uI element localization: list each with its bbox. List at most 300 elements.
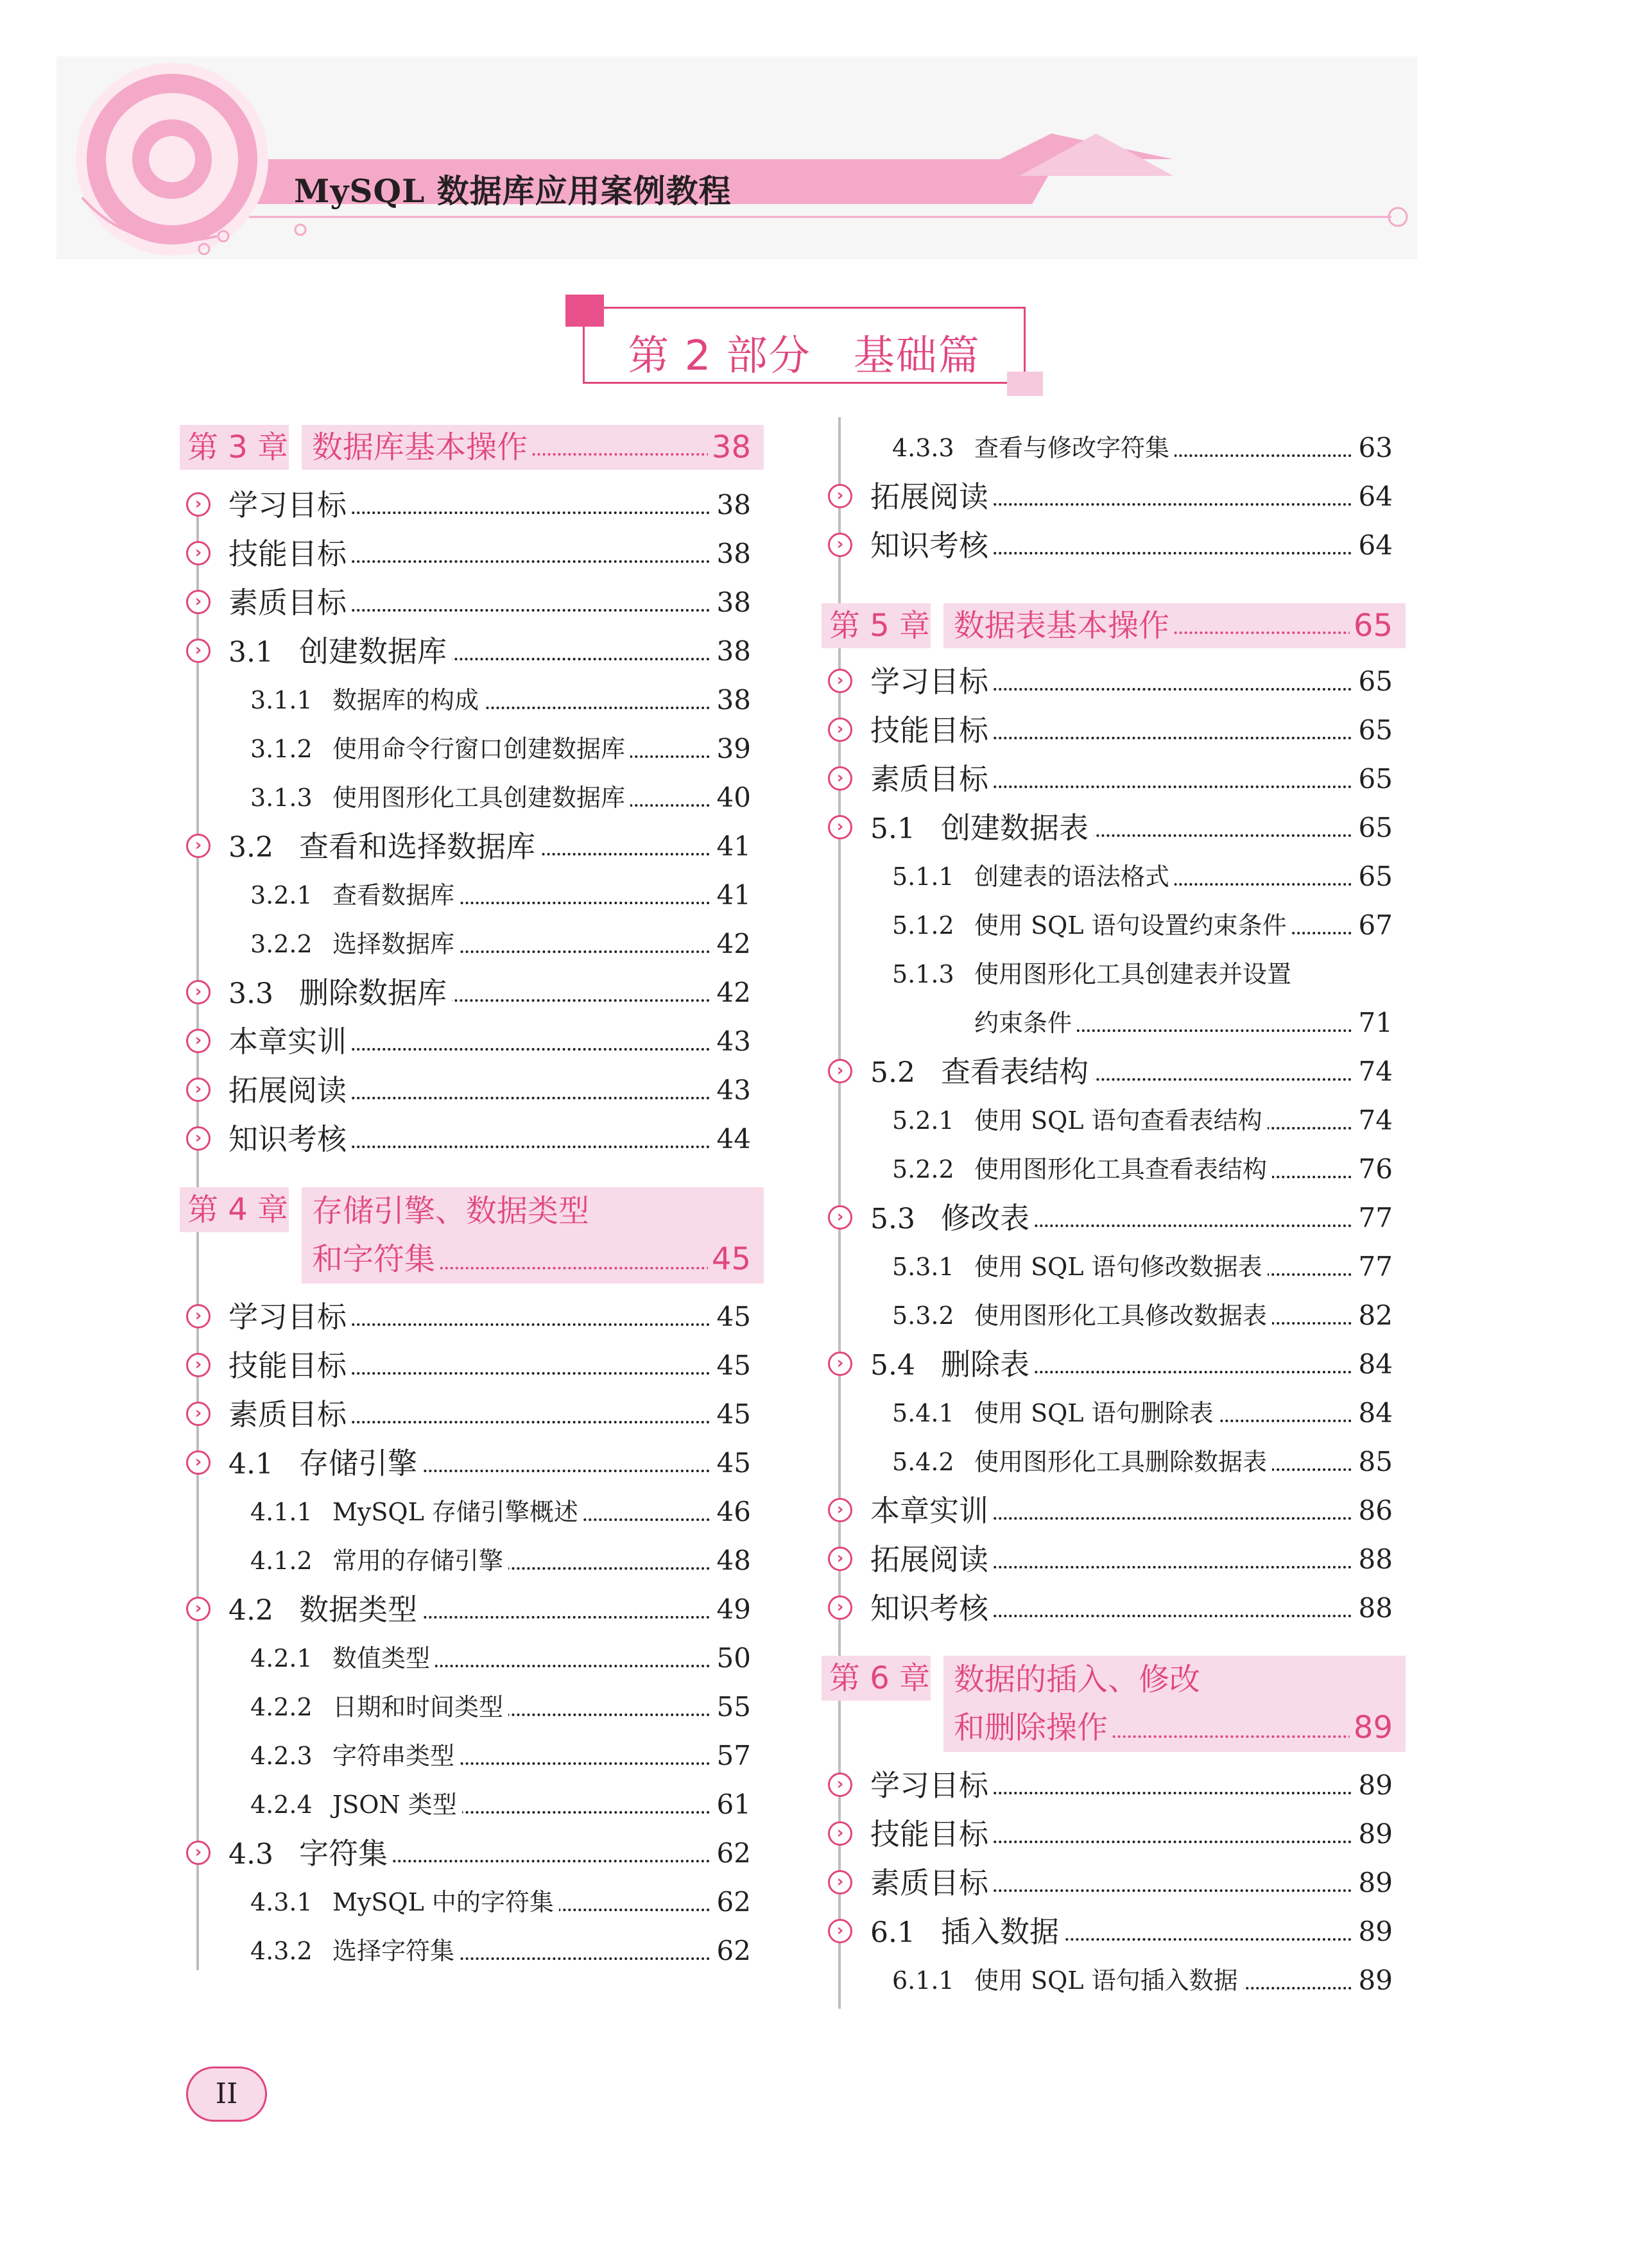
toc-entry — [828, 1490, 1393, 1531]
page-ref: 65 — [1354, 856, 1393, 897]
section-number: 3.2.2 — [250, 930, 313, 958]
section-title: 使用图形化工具修改数据表 — [974, 1302, 1268, 1330]
page-ref: 38 — [712, 533, 751, 574]
chevron-circle-icon: › — [186, 1126, 211, 1151]
page-ref: 71 — [1354, 1002, 1393, 1044]
section-number: 3.3 — [228, 977, 273, 1010]
toc-entry-label — [892, 954, 1296, 995]
page-ref: 77 — [1354, 1198, 1393, 1239]
section-title: 素质目标 — [228, 1397, 347, 1432]
chapter-title-line-1: 存储引擎、数据类型 — [312, 1193, 590, 1229]
chevron-circle-icon: › — [828, 1595, 852, 1620]
toc-entry-label — [228, 1021, 352, 1062]
section-title: 素质目标 — [228, 585, 347, 620]
chapter-number: 第 5 章 — [822, 603, 931, 648]
section-title: 使用 SQL 语句插入数据 — [974, 1966, 1238, 1995]
section-title: 选择字符集 — [332, 1937, 455, 1965]
page-ref: 63 — [1354, 427, 1393, 468]
chevron-circle-icon: › — [186, 1402, 211, 1426]
section-number: 4.3.2 — [250, 1937, 313, 1965]
chevron-circle-icon: › — [186, 1597, 211, 1621]
toc-entry-label — [870, 1198, 1035, 1240]
chapter-title-line-2 — [954, 1704, 1393, 1752]
section-title: 使用命令行窗口创建数据库 — [332, 735, 626, 763]
page-ref: 89 — [1354, 1960, 1393, 2001]
section-title: 插入数据 — [941, 1914, 1059, 1949]
section-title: 创建数据库 — [299, 634, 447, 669]
section-title: 选择数据库 — [332, 930, 455, 958]
toc-entry — [186, 972, 751, 1013]
page-ref: 38 — [712, 680, 751, 721]
section-title: 数据类型 — [299, 1592, 417, 1627]
toc-entry-label — [250, 924, 460, 965]
chevron-circle-icon: › — [186, 980, 211, 1004]
page-ref: 50 — [712, 1638, 751, 1679]
toc-entry-label — [250, 1735, 460, 1776]
section-title: 数值类型 — [332, 1644, 431, 1672]
page-ref: 41 — [712, 826, 751, 867]
chapter-title: 和字符集 — [312, 1241, 439, 1277]
page-ref: 55 — [712, 1687, 751, 1728]
toc-entry — [828, 759, 1393, 800]
corner-square-top — [565, 295, 604, 327]
chevron-circle-icon: › — [828, 1498, 852, 1522]
section-title: MySQL 存储引擎概述 — [332, 1498, 578, 1526]
section-title: 创建表的语法格式 — [974, 863, 1170, 891]
page-ref: 77 — [1354, 1246, 1393, 1287]
chapter-6-header — [822, 1656, 1406, 1752]
chapter-title-box — [943, 603, 1406, 648]
toc-entry-label — [870, 1344, 1035, 1386]
toc-entry-label — [228, 1589, 422, 1631]
toc-entry-label — [250, 1638, 435, 1679]
page-ref: 38 — [712, 485, 751, 526]
chevron-circle-icon: › — [828, 533, 852, 557]
section-number: 4.2 — [228, 1594, 273, 1627]
section-title: 技能目标 — [870, 713, 988, 748]
chevron-circle-icon: › — [186, 1078, 211, 1102]
toc-entry — [186, 826, 751, 867]
toc-entry-label — [228, 533, 352, 574]
section-title: 查看和选择数据库 — [299, 829, 535, 864]
toc-entry — [186, 1119, 751, 1160]
section-number: 5.1.3 — [892, 960, 954, 988]
page-ref: 85 — [1354, 1441, 1393, 1482]
chapter-title-line — [954, 603, 1393, 648]
section-title: 日期和时间类型 — [332, 1693, 504, 1721]
section-title: 技能目标 — [870, 1817, 988, 1851]
chevron-circle-icon: › — [828, 1821, 852, 1846]
section-number: 3.1.2 — [250, 735, 313, 763]
toc-entry — [186, 1443, 751, 1484]
chevron-circle-icon: › — [828, 484, 852, 508]
toc-entry — [186, 1735, 751, 1776]
toc-entry — [828, 1051, 1393, 1092]
section-number: 4.2.4 — [250, 1791, 313, 1819]
toc-entry-label — [228, 631, 452, 673]
chevron-circle-icon: › — [828, 1870, 852, 1894]
chapter-page: 45 — [708, 1235, 751, 1284]
part-title: 第 2 部分 基础篇 — [628, 332, 981, 380]
chevron-circle-icon: › — [186, 1304, 211, 1328]
section-number: 5.2.1 — [892, 1106, 954, 1135]
toc-entry — [186, 1021, 751, 1062]
section-number: 3.2.1 — [250, 881, 313, 909]
toc-entry — [828, 1344, 1393, 1385]
page-ref: 45 — [712, 1394, 751, 1435]
toc-entry — [186, 1930, 751, 1972]
toc-left-column — [180, 417, 764, 1989]
toc-entry — [828, 1393, 1393, 1434]
section-title: 删除数据库 — [299, 975, 447, 1010]
toc-entry — [828, 1100, 1393, 1141]
section-title: 字符串类型 — [332, 1742, 455, 1770]
chevron-circle-icon: › — [828, 669, 852, 693]
page-ref: 65 — [1354, 661, 1393, 702]
page-ref: 41 — [712, 875, 751, 916]
section-number: 5.4 — [870, 1349, 915, 1382]
toc-entry-label — [228, 1833, 393, 1875]
toc-entry-label — [892, 1960, 1243, 2001]
toc-entry-label — [892, 1441, 1272, 1482]
page-ref: 43 — [712, 1070, 751, 1111]
toc-entry-label — [228, 1296, 352, 1337]
toc-entry — [186, 533, 751, 574]
section-title: 素质目标 — [870, 1866, 988, 1900]
page-ref: 44 — [712, 1119, 751, 1160]
page-ref: 45 — [712, 1443, 751, 1484]
part-title-box — [583, 307, 1026, 384]
toc-entry — [186, 1638, 751, 1679]
toc-entry-label — [228, 826, 540, 868]
toc-entry-label — [228, 1345, 352, 1386]
header-decoration — [56, 56, 1417, 259]
section-title: 技能目标 — [228, 537, 347, 571]
toc-entry-label — [250, 728, 630, 769]
toc-entry — [828, 1911, 1393, 1952]
section-number: 4.2.1 — [250, 1644, 313, 1672]
toc-entry — [828, 954, 1393, 995]
page-ref: 74 — [1354, 1051, 1393, 1092]
page-ref: 40 — [712, 777, 751, 818]
page-ref: 64 — [1354, 476, 1393, 517]
toc-entry — [186, 1345, 751, 1386]
section-title: 查看数据库 — [332, 881, 455, 909]
section-number: 3.2 — [228, 831, 273, 864]
toc-entry-label — [974, 1002, 1077, 1044]
page-ref: 38 — [712, 582, 751, 623]
toc-entry-label — [870, 1051, 1094, 1094]
toc-entry-label — [870, 710, 994, 751]
toc-entry — [186, 1833, 751, 1874]
chapter-title-line-2 — [312, 1235, 751, 1284]
section-title: 常用的存储引擎 — [332, 1547, 504, 1575]
page-ref: 76 — [1354, 1149, 1393, 1190]
toc-entry-label — [250, 680, 484, 721]
toc-entry — [186, 1070, 751, 1111]
toc-entry-label — [228, 1119, 352, 1160]
chapter-page: 38 — [708, 425, 751, 470]
section-title: 存储引擎 — [299, 1446, 417, 1481]
page-ref: 89 — [1354, 1911, 1393, 1952]
toc-entry-label — [892, 1100, 1268, 1141]
toc-entry — [828, 427, 1393, 468]
toc-entry-label — [870, 759, 994, 800]
section-title: MySQL 中的字符集 — [332, 1888, 554, 1916]
section-number: 3.1.3 — [250, 784, 313, 812]
section-title: 创建数据表 — [941, 811, 1089, 845]
toc-entry — [186, 485, 751, 526]
chapter-title: 和删除操作 — [954, 1710, 1112, 1746]
page-ref: 49 — [712, 1589, 751, 1630]
toc-entry — [186, 875, 751, 916]
section-number: 5.2.2 — [892, 1155, 954, 1183]
toc-entry — [186, 777, 751, 818]
section-number: 6.1.1 — [892, 1966, 954, 1995]
chapter-number: 第 6 章 — [822, 1656, 931, 1701]
toc-entry — [186, 924, 751, 965]
section-title: 使用图形化工具删除数据表 — [974, 1448, 1268, 1476]
page-ref: 84 — [1354, 1344, 1393, 1385]
toc-entry-label — [870, 476, 994, 517]
page-ref: 74 — [1354, 1100, 1393, 1141]
section-title: 修改表 — [941, 1201, 1029, 1235]
page-ref: 67 — [1354, 905, 1393, 946]
toc-entry-label — [870, 1862, 994, 1903]
toc-entry-label — [250, 1687, 508, 1728]
toc-entry — [828, 1814, 1393, 1855]
section-title: 使用 SQL 语句查看表结构 — [974, 1106, 1262, 1135]
toc-entry-label — [870, 1588, 994, 1629]
toc-entry — [186, 680, 751, 721]
page-ref: 89 — [1354, 1862, 1393, 1903]
chapter-title-box — [302, 1187, 764, 1284]
chevron-circle-icon: › — [186, 590, 211, 614]
toc-entry — [186, 1491, 751, 1533]
toc-entry — [828, 1862, 1393, 1903]
section-number: 5.4.2 — [892, 1448, 954, 1476]
toc-entry — [828, 525, 1393, 566]
section-title: 素质目标 — [870, 762, 988, 796]
toc-entry-label — [892, 1393, 1219, 1434]
toc-right-column — [822, 417, 1406, 1996]
toc-entry-label — [870, 1490, 994, 1531]
toc-entry-label — [870, 525, 994, 566]
chevron-circle-icon: › — [186, 1450, 211, 1475]
toc-entry — [186, 582, 751, 623]
book-title: MySQL 数据库应用案例教程 — [294, 172, 732, 210]
section-number: 4.1.2 — [250, 1547, 313, 1575]
toc-entry — [828, 1002, 1393, 1044]
chapter-title-box — [302, 425, 764, 470]
section-title: 使用 SQL 语句修改数据表 — [974, 1253, 1262, 1281]
chevron-circle-icon: › — [186, 639, 211, 663]
section-title: 知识考核 — [870, 528, 988, 563]
section-title: 使用 SQL 语句设置约束条件 — [974, 911, 1287, 940]
chevron-circle-icon: › — [186, 834, 211, 858]
section-title: 拓展阅读 — [870, 1542, 988, 1577]
chapter-title-line — [312, 425, 751, 470]
section-number: 4.2.3 — [250, 1742, 313, 1770]
chapter-title: 数据库基本操作 — [312, 429, 531, 465]
toc-entry — [828, 807, 1393, 848]
toc-entry-label — [250, 777, 630, 818]
page-ref: 89 — [1354, 1814, 1393, 1855]
toc-entry-label — [228, 582, 352, 623]
chevron-circle-icon: › — [828, 1352, 852, 1376]
toc-entry — [828, 1441, 1393, 1482]
toc-entry — [828, 1765, 1393, 1806]
toc-entry-label — [870, 1911, 1064, 1954]
toc-entry — [828, 1246, 1393, 1287]
chevron-circle-icon: › — [186, 1353, 211, 1377]
chapter-number: 第 4 章 — [180, 1187, 289, 1232]
chevron-circle-icon: › — [186, 1841, 211, 1865]
section-title: 约束条件 — [974, 1009, 1072, 1037]
page-ref: 62 — [712, 1833, 751, 1874]
toc-entry-label — [870, 1539, 994, 1580]
section-number: 4.1 — [228, 1448, 273, 1481]
section-title: 本章实训 — [870, 1493, 988, 1528]
toc-entry — [186, 728, 751, 769]
page-ref: 43 — [712, 1021, 751, 1062]
toc-entry — [828, 1960, 1393, 2001]
toc-entry-label — [250, 875, 460, 916]
chevron-circle-icon: › — [186, 492, 211, 517]
section-number: 6.1 — [870, 1916, 915, 1949]
section-title: 删除表 — [941, 1347, 1029, 1382]
toc-entry — [828, 905, 1393, 946]
chapter-page: 65 — [1350, 603, 1393, 648]
page-ref: 65 — [1354, 710, 1393, 751]
chevron-circle-icon: › — [828, 815, 852, 839]
toc-entry — [828, 476, 1393, 517]
toc-entry-label — [892, 905, 1292, 946]
toc-entry — [828, 1149, 1393, 1190]
page-ref: 88 — [1354, 1588, 1393, 1629]
page-ref: 57 — [712, 1735, 751, 1776]
page-ref: 62 — [712, 1882, 751, 1923]
section-number: 4.3.1 — [250, 1888, 313, 1916]
section-number: 4.3.3 — [892, 434, 954, 462]
toc-entry-label — [870, 1814, 994, 1855]
toc-entry-label — [228, 972, 452, 1015]
toc-entry — [186, 1540, 751, 1581]
section-number: 5.3.2 — [892, 1302, 954, 1330]
toc-entry-label — [228, 1394, 352, 1435]
toc-entry — [828, 1198, 1393, 1239]
page-ref: 42 — [712, 924, 751, 965]
toc-entry-label — [870, 661, 994, 702]
page-header — [56, 56, 1417, 259]
page-number: II — [186, 2066, 267, 2122]
toc-entry — [186, 1784, 751, 1825]
section-title: 学习目标 — [870, 1768, 988, 1803]
section-title: 知识考核 — [870, 1591, 988, 1626]
toc-entry-label — [228, 485, 352, 526]
page-ref: 45 — [712, 1296, 751, 1337]
chapter-4-header — [180, 1187, 764, 1284]
section-number: 4.3 — [228, 1838, 273, 1871]
chapter-3-header — [180, 425, 764, 470]
chevron-circle-icon: › — [186, 541, 211, 565]
section-number: 5.1 — [870, 812, 915, 845]
toc-entry-label — [250, 1491, 583, 1533]
section-title: 使用图形化工具创建表并设置 — [974, 960, 1292, 988]
page-ref: 38 — [712, 631, 751, 672]
toc-entry — [828, 710, 1393, 751]
toc-entry-label — [870, 807, 1094, 850]
chevron-circle-icon: › — [828, 717, 852, 742]
toc-entry — [828, 856, 1393, 897]
section-title: 拓展阅读 — [870, 479, 988, 514]
toc-entry — [186, 1882, 751, 1923]
toc-entry-label — [892, 1246, 1268, 1287]
section-title: 使用图形化工具查看表结构 — [974, 1155, 1268, 1183]
page-ref: 65 — [1354, 759, 1393, 800]
chevron-circle-icon: › — [828, 1059, 852, 1083]
page-ref: 84 — [1354, 1393, 1393, 1434]
page-ref: 42 — [712, 972, 751, 1013]
toc-entry-label — [250, 1882, 559, 1923]
chevron-circle-icon: › — [828, 1205, 852, 1230]
section-number: 4.2.2 — [250, 1693, 313, 1721]
chapter-page: 89 — [1350, 1704, 1393, 1752]
toc-entry — [186, 1589, 751, 1630]
section-number: 5.1.2 — [892, 911, 954, 940]
chevron-circle-icon: › — [828, 1547, 852, 1571]
page-ref: 62 — [712, 1930, 751, 1972]
section-number: 4.1.1 — [250, 1498, 313, 1526]
page-ref: 48 — [712, 1540, 751, 1581]
section-title: 查看与修改字符集 — [974, 434, 1170, 462]
page-ref: 65 — [1354, 807, 1393, 848]
toc-entry — [828, 661, 1393, 702]
chapter-title-line-1: 数据的插入、修改 — [954, 1662, 1201, 1697]
page-ref: 88 — [1354, 1539, 1393, 1580]
toc-entry-label — [228, 1443, 422, 1485]
section-title: 使用 SQL 语句删除表 — [974, 1399, 1214, 1427]
section-title: 数据库的构成 — [332, 686, 479, 714]
chevron-circle-icon: › — [186, 1029, 211, 1053]
toc-entry-label — [250, 1930, 460, 1972]
page-ref: 46 — [712, 1491, 751, 1533]
toc-entry-label — [870, 1765, 994, 1806]
toc-entry — [828, 1588, 1393, 1629]
toc-entry-label — [228, 1070, 352, 1111]
section-title: 学习目标 — [228, 1300, 347, 1334]
chapter-number: 第 3 章 — [180, 425, 289, 470]
section-number: 5.3.1 — [892, 1253, 954, 1281]
toc-entry — [186, 631, 751, 672]
chapter-5-header — [822, 603, 1406, 648]
section-number: 5.2 — [870, 1056, 915, 1089]
section-title: 查看表结构 — [941, 1054, 1089, 1089]
section-number: 5.4.1 — [892, 1399, 954, 1427]
page-ref: 89 — [1354, 1765, 1393, 1806]
toc-entry-label — [892, 856, 1175, 897]
section-number: 3.1.1 — [250, 686, 313, 714]
section-title: 使用图形化工具创建数据库 — [332, 784, 626, 812]
section-number: 5.3 — [870, 1203, 915, 1235]
toc-entry-label — [892, 1295, 1272, 1336]
section-title: 技能目标 — [228, 1348, 347, 1383]
section-number: 3.1 — [228, 636, 273, 669]
section-title: JSON 类型 — [332, 1791, 457, 1819]
page-ref: 82 — [1354, 1295, 1393, 1336]
toc-entry — [828, 1539, 1393, 1580]
page-ref: 64 — [1354, 525, 1393, 566]
